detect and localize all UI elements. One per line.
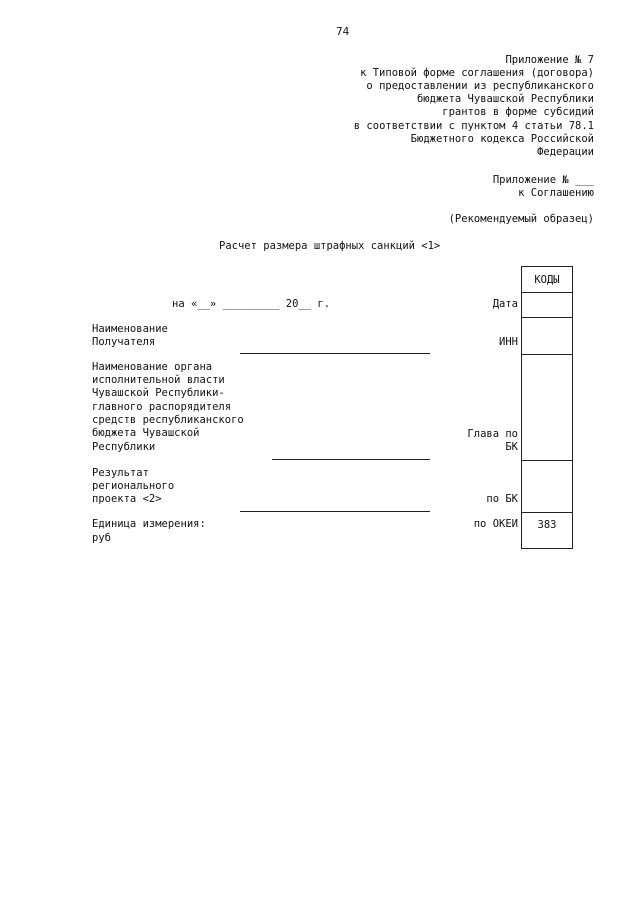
- authority-label: главного распорядителя: [92, 401, 232, 413]
- appendix-agreement-ref: к Соглашению: [518, 187, 594, 199]
- authority-fill-line: [272, 459, 430, 460]
- appendix-7-line: Приложение № 7: [505, 54, 594, 66]
- codes-divider: [522, 292, 572, 293]
- code-label-date: Дата: [492, 298, 518, 310]
- authority-label: бюджета Чувашской: [92, 427, 200, 439]
- authority-label: Чувашской Республики-: [92, 387, 225, 399]
- codes-divider: [522, 317, 572, 318]
- result-label: Результат: [92, 467, 149, 479]
- authority-label: Республики: [92, 441, 156, 453]
- code-label-chapter-bk: Глава по: [467, 428, 518, 440]
- appendix-7-line: о предоставлении из республиканского: [366, 80, 594, 92]
- code-label-inn: ИНН: [499, 336, 518, 348]
- appendix-7-line: Федерации: [537, 146, 594, 158]
- codes-divider: [522, 512, 572, 513]
- result-fill-line: [240, 511, 430, 512]
- codes-divider: [522, 354, 572, 355]
- appendix-agreement-number: Приложение № ___: [492, 174, 594, 186]
- result-label: проекта <2>: [92, 493, 162, 505]
- page-number: 74: [336, 26, 350, 38]
- appendix-7-line: грантов в форме субсидий: [442, 106, 594, 118]
- codes-table: [521, 266, 573, 549]
- unit-value: руб: [92, 532, 111, 544]
- result-label: регионального: [92, 480, 175, 492]
- codes-divider: [522, 460, 572, 461]
- recipient-fill-line: [240, 353, 430, 354]
- appendix-7-line: в соответствии с пунктом 4 статьи 78.1: [353, 120, 594, 132]
- form-title: Расчет размера штрафных санкций <1>: [219, 240, 441, 252]
- code-label-by-bk: по БК: [486, 493, 518, 505]
- codes-header: КОДЫ: [534, 274, 560, 286]
- date-line: на «__» _________ 20__ г.: [172, 298, 331, 310]
- code-label-by-okei: по ОКЕИ: [473, 518, 518, 530]
- recommended-form-label: (Рекомендуемый образец): [448, 213, 594, 225]
- appendix-7-line: к Типовой форме соглашения (договора): [360, 67, 594, 79]
- recipient-label: Наименование: [92, 323, 168, 335]
- appendix-7-line: бюджета Чувашской Республики: [416, 93, 594, 105]
- authority-label: средств республиканского: [92, 414, 244, 426]
- unit-label: Единица измерения:: [92, 518, 206, 530]
- recipient-label: Получателя: [92, 336, 156, 348]
- authority-label: Наименование органа: [92, 361, 213, 373]
- code-label-chapter-bk: БК: [505, 441, 518, 453]
- appendix-7-line: Бюджетного кодекса Российской: [410, 133, 594, 145]
- codes-okei-value: 383: [537, 519, 557, 531]
- authority-label: исполнительной власти: [92, 374, 225, 386]
